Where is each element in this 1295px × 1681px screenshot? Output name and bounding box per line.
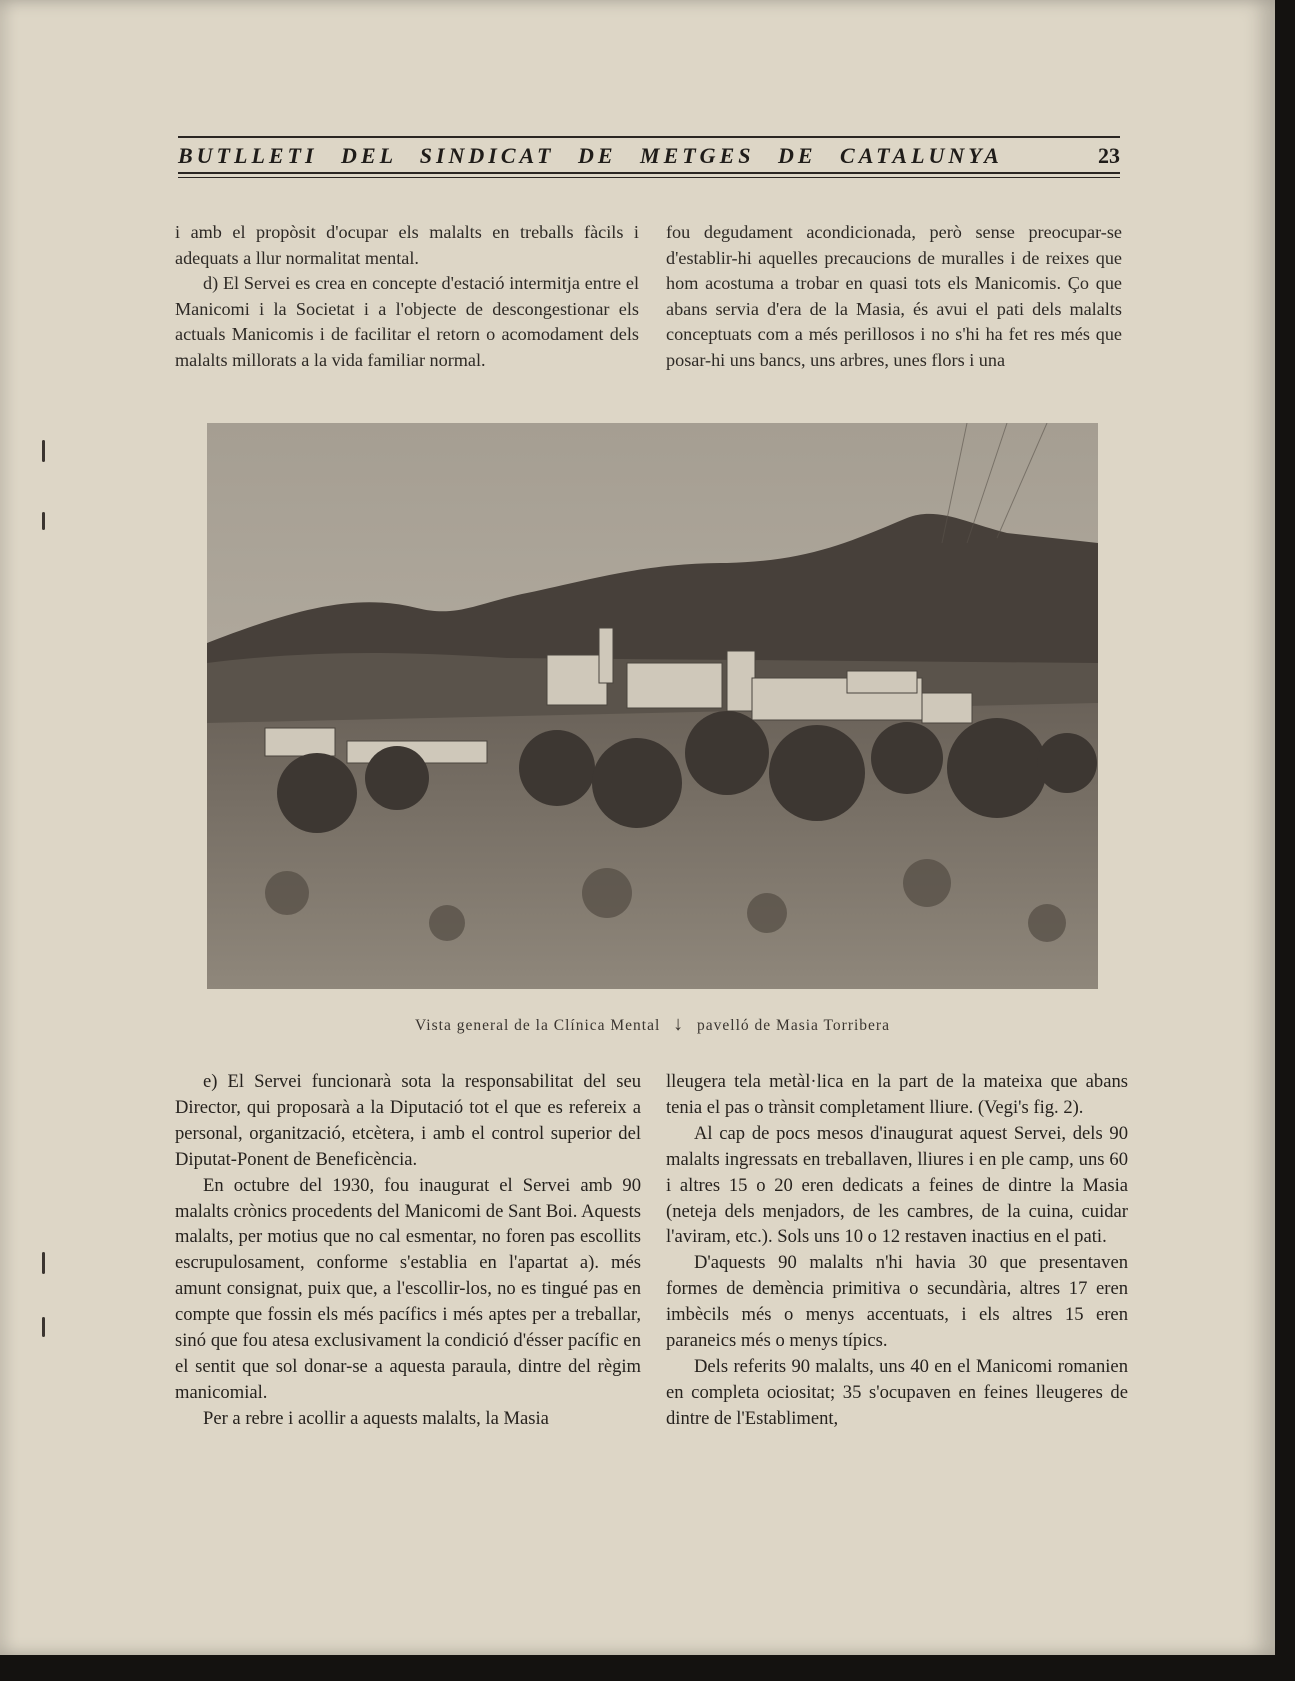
margin-mark: [42, 1252, 45, 1274]
paragraph: d) El Servei es crea en concepte d'estació intermitja entre el Manicomi i la Societat i a l'objecte de descongestionar els actuals Manicomis i de facilitar el retorn o acomodament dels malalts millorats a la vida familiar normal.: [175, 273, 639, 370]
paragraph: Dels referits 90 malalts, uns 40 en el Manicomi romanien en completa ociositat; 35 s'ocupaven en feines lleugeres de dintre de l'Establiment,: [666, 1355, 1128, 1429]
paragraph: Al cap de pocs mesos d'inaugurat aquest Servei, dels 90 malalts ingressats en treballaven, lliures i en ple camp, uns 60 i altres 15 o 20 eren dedicats a feines de dintre la Masia (neteja dels menjadors, de les cambres, de la cuina, cuidar l'aviram, etc.). Sols uns 10 o 12 restaven inactius en el pati.: [666, 1122, 1128, 1248]
margin-mark: [42, 512, 45, 530]
paragraph: lleugera tela metàl·lica en la part de la mateixa que abans tenia el pas o trànsit completament lliure. (Vegi's fig. 2).: [666, 1071, 1128, 1118]
column-bottom-left: [175, 1069, 641, 1432]
header-rule-bottom-thin: [178, 177, 1120, 178]
header-rule-bottom: [178, 172, 1120, 174]
paragraph: D'aquests 90 malalts n'hi havia 30 que presentaven formes de demència primitiva o secundària, altres 17 eren imbècils més o menys accentuats, i els altres 15 eren paraneics més o menys típics.: [666, 1252, 1128, 1352]
header-row: [178, 138, 1120, 172]
paragraph: e) El Servei funcionarà sota la responsabilitat del seu Director, qui proposarà a la Diputació tot el que es refereix a personal, organització, etcètera, i amb el control superior del Diputat-Ponent de Beneficència.: [175, 1071, 641, 1170]
paragraph: fou degudament acondicionada, però sense preocupar-se d'establir-hi aquelles precaucions de muralles i de reixes que hom acostuma a trobar en quasi tots els Manicomis. Ço que abans servia d'era de la Masia, és avui el pati dels malalts conceptuats com a més perillosos i no s'hi ha fet res més que posar-hi uns bancs, uns arbres, unes flors i una: [666, 222, 1122, 370]
caption-left: Vista general de la Clínica Mental: [415, 1017, 661, 1034]
paragraph: i amb el propòsit d'ocupar els malalts en treballs fàcils i adequats a llur normalitat mental.: [175, 222, 639, 268]
journal-title: BUTLLETI DEL SINDICAT DE METGES DE CATALUNYA: [178, 143, 1003, 168]
margin-mark: [42, 1317, 45, 1337]
down-arrow-icon: ↓: [673, 1013, 685, 1035]
clinic-photograph: [207, 423, 1098, 989]
page-number: 23: [1098, 143, 1120, 168]
column-top-left: [175, 220, 639, 374]
paragraph: En octubre del 1930, fou inaugurat el Servei amb 90 malalts crònics procedents del Manicomi de Sant Boi. Aquests malalts, per motius que no cal esmentar, no foren pas escollits escrupulosament, conforme s'establia en l'apartat a). més amunt consignat, puix que, a l'escollir-los, no es tingué pas en compte que fossin els més pacífics i més aptes per a treballar, sinó que fou atesa exclusivament la condició d'ésser pacífic en el sentit que sol donar-se a aquesta paraula, dintre del règim manicomial.: [175, 1174, 641, 1403]
margin-mark: [42, 440, 45, 462]
caption-right: pavelló de Masia Torribera: [697, 1017, 890, 1034]
photo-caption: [207, 1013, 1098, 1036]
landscape-image: [207, 423, 1098, 989]
column-top-right: [666, 220, 1122, 374]
running-header: [178, 136, 1120, 178]
paragraph: Per a rebre i acollir a aquests malalts, la Masia: [203, 1407, 549, 1429]
column-bottom-right: [666, 1069, 1128, 1432]
